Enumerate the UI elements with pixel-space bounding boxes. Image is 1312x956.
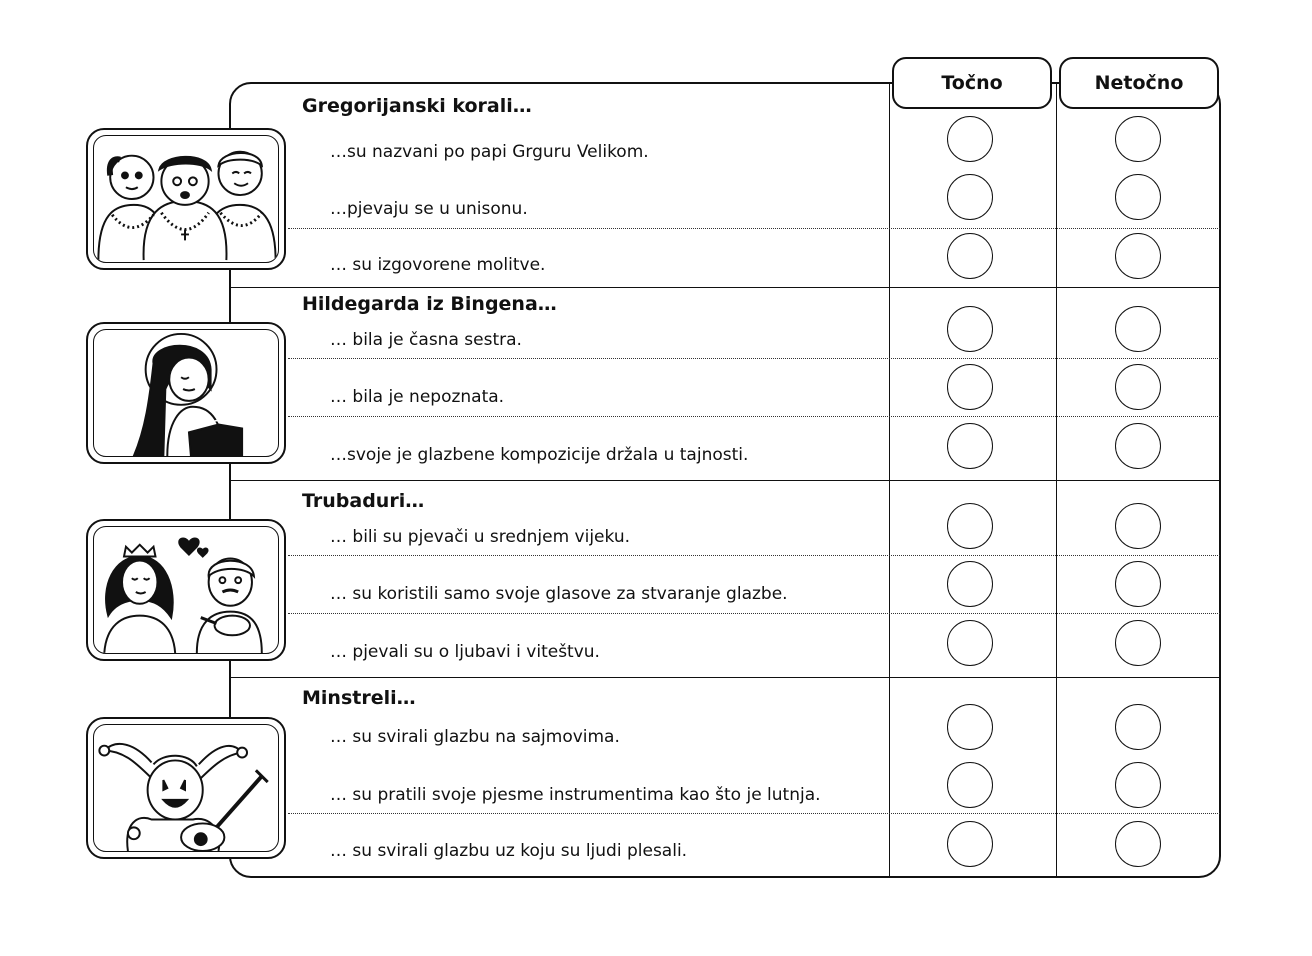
answer-false-bubble[interactable] [1115, 116, 1161, 162]
answer-true-bubble[interactable] [947, 116, 993, 162]
statement: … su svirali glazbu uz koju su ljudi plesali. [330, 841, 688, 861]
group-title-troubadours: Trubaduri… [302, 490, 425, 512]
group-separator [230, 677, 1220, 678]
answer-false-bubble[interactable] [1115, 233, 1161, 279]
row-separator [288, 813, 1220, 814]
answer-true-bubble[interactable] [947, 620, 993, 666]
statement: … su koristili samo svoje glasove za stvaranje glazbe. [330, 584, 788, 604]
answer-true-bubble[interactable] [947, 364, 993, 410]
statement: …svoje je glazbene kompozicije držala u tajnosti. [330, 445, 749, 465]
statement: …su nazvani po papi Grguru Velikom. [330, 142, 649, 162]
answer-true-bubble[interactable] [947, 561, 993, 607]
group-separator [230, 480, 1220, 481]
column-header-true: Točno [892, 57, 1052, 109]
answer-false-bubble[interactable] [1115, 174, 1161, 220]
row-separator [288, 416, 1220, 417]
statement: … bili su pjevači u srednjem vijeku. [330, 527, 631, 547]
three-monks-icon [94, 136, 278, 262]
answer-false-bubble[interactable] [1115, 306, 1161, 352]
answer-true-bubble[interactable] [947, 306, 993, 352]
answer-true-bubble[interactable] [947, 762, 993, 808]
column-header-false: Netočno [1059, 57, 1219, 109]
answer-true-bubble[interactable] [947, 174, 993, 220]
row-separator [288, 555, 1220, 556]
statement: … pjevali su o ljubavi i viteštvu. [330, 642, 600, 662]
answer-false-bubble[interactable] [1115, 762, 1161, 808]
answer-false-bubble[interactable] [1115, 704, 1161, 750]
row-separator [288, 358, 1220, 359]
row-separator [288, 228, 1220, 229]
row-separator [288, 613, 1220, 614]
answer-false-bubble[interactable] [1115, 821, 1161, 867]
jester-lute-icon [94, 725, 278, 851]
answer-true-bubble[interactable] [947, 704, 993, 750]
answer-false-bubble[interactable] [1115, 561, 1161, 607]
nun-reading-icon [94, 330, 278, 456]
answer-true-bubble[interactable] [947, 821, 993, 867]
answer-false-bubble[interactable] [1115, 620, 1161, 666]
answer-true-bubble[interactable] [947, 503, 993, 549]
statement: … bila je nepoznata. [330, 387, 505, 407]
statement: … su svirali glazbu na sajmovima. [330, 727, 620, 747]
troubadour-illustration [86, 519, 286, 661]
answer-true-bubble[interactable] [947, 233, 993, 279]
answer-true-bubble[interactable] [947, 423, 993, 469]
jester-illustration [86, 717, 286, 859]
group-title-gregorian-chant: Gregorijanski korali… [302, 95, 532, 117]
answer-false-bubble[interactable] [1115, 503, 1161, 549]
statement: … su izgovorene molitve. [330, 255, 546, 275]
group-title-hildegard: Hildegarda iz Bingena… [302, 293, 557, 315]
statement: … bila je časna sestra. [330, 330, 522, 350]
three-monks-illustration [86, 128, 286, 270]
answer-false-bubble[interactable] [1115, 364, 1161, 410]
answer-false-bubble[interactable] [1115, 423, 1161, 469]
troubadour-couple-icon [94, 527, 278, 653]
group-title-minstrels: Minstreli… [302, 687, 416, 709]
nun-illustration [86, 322, 286, 464]
group-separator [230, 287, 1220, 288]
statement: …pjevaju se u unisonu. [330, 199, 528, 219]
statement: … su pratili svoje pjesme instrumentima kao što je lutnja. [330, 785, 821, 805]
